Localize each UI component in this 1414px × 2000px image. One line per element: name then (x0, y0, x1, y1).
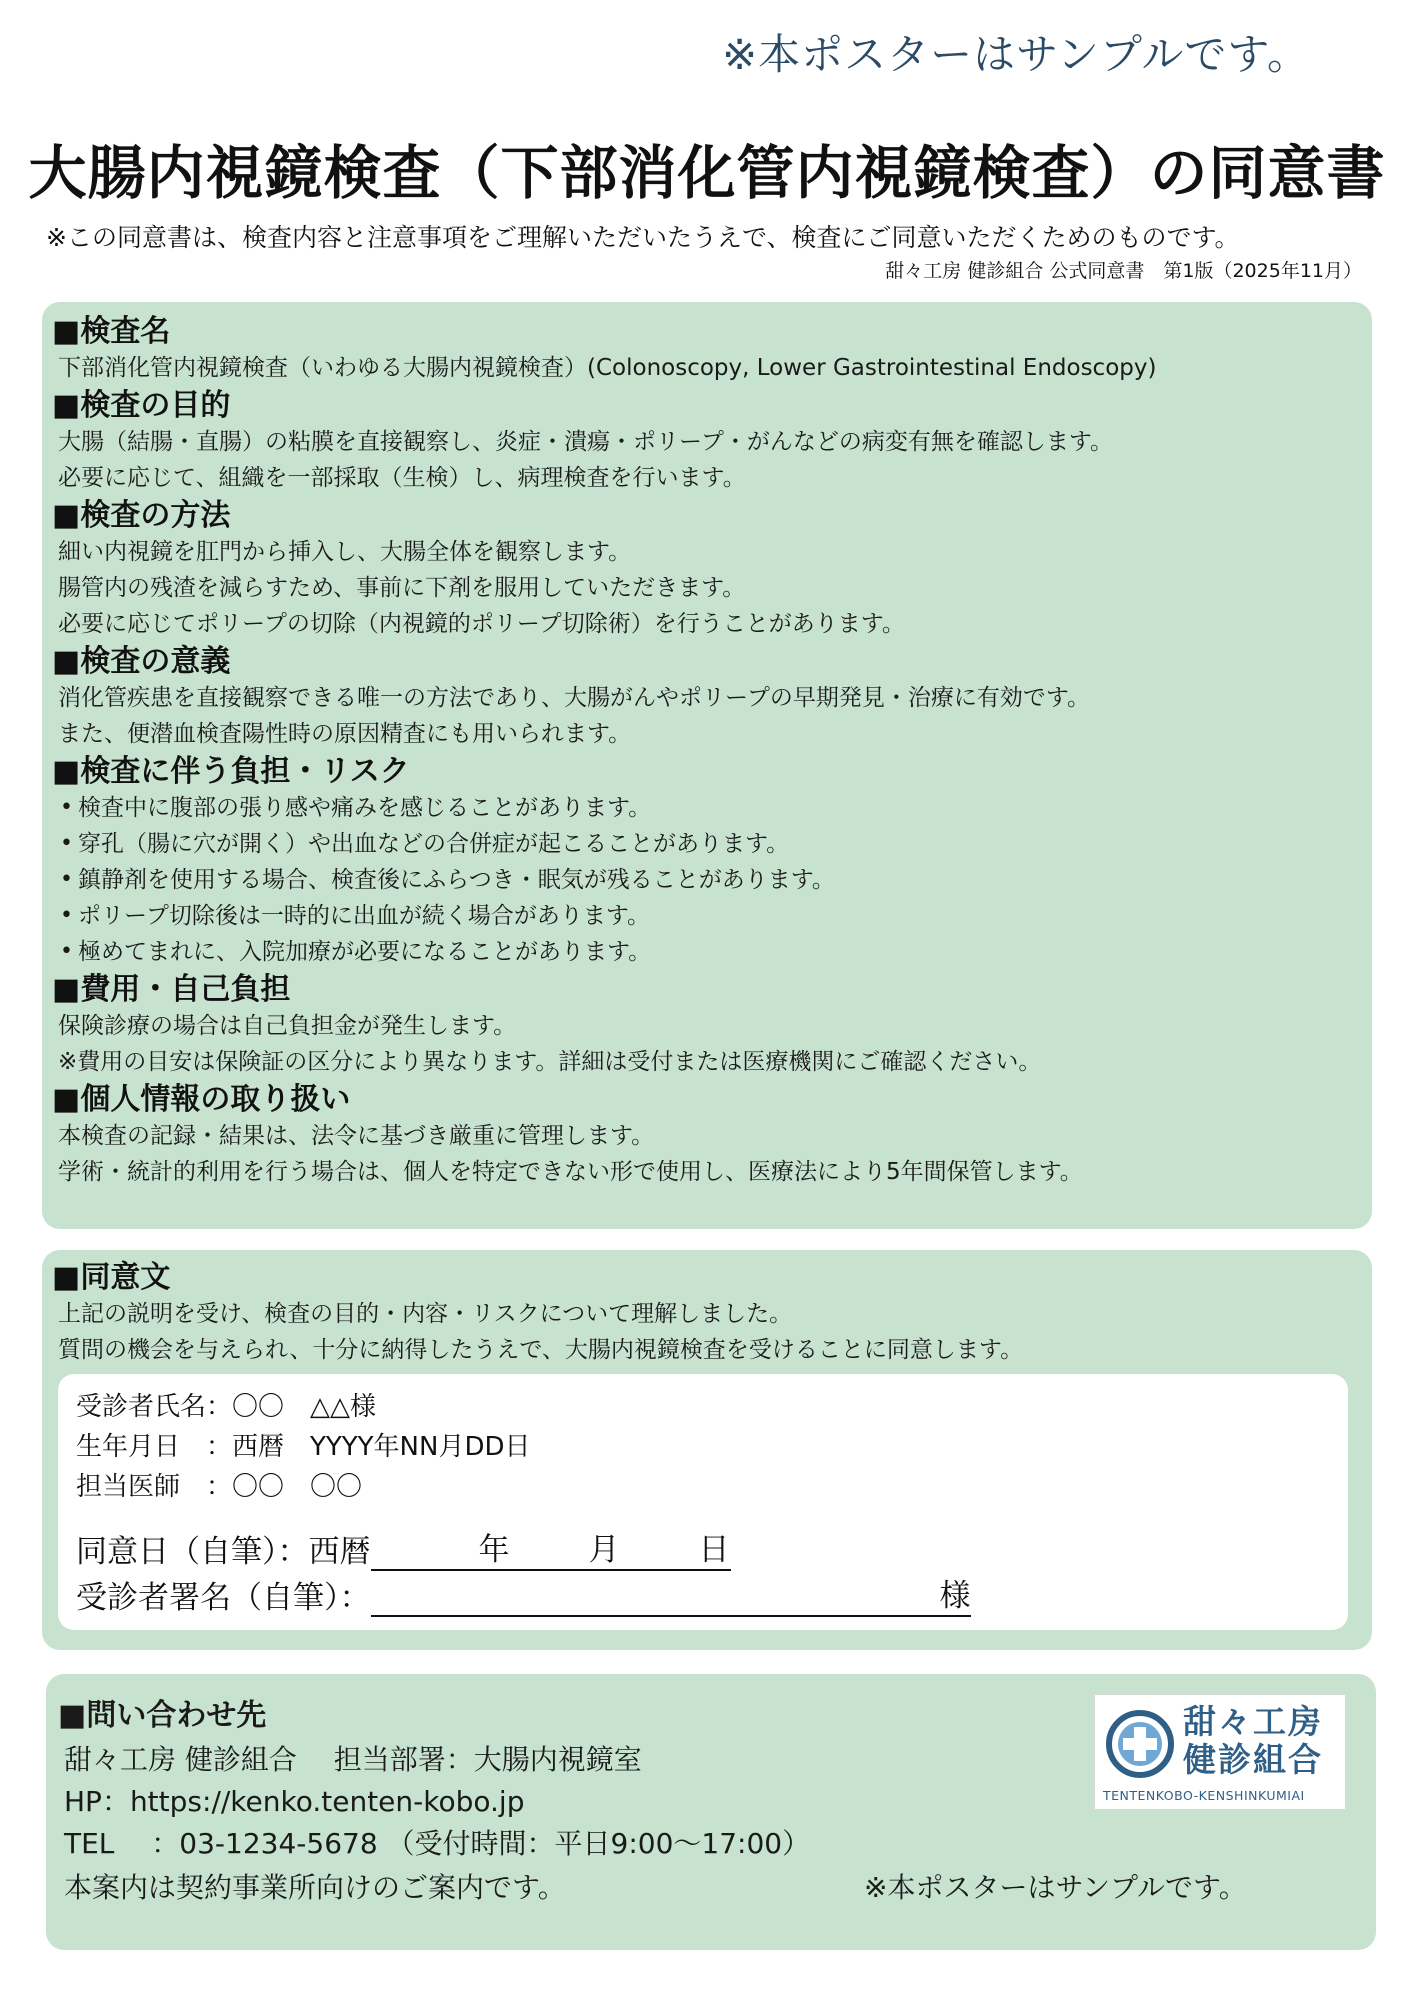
consent-date-row (76, 1526, 731, 1571)
section-text: 細い内視鏡を肛門から挿入し、大腸全体を観察します。 (58, 539, 632, 565)
year-label: 年 (478, 1532, 510, 1568)
month-label: 月 (588, 1532, 620, 1568)
section-method (52, 498, 1372, 642)
subtitle: ※この同意書は、検査内容と注意事項をご理解いただいたうえで、検査にご同意いただくためのものです。 (46, 223, 1240, 252)
section-text: また、便潜血検査陽性時の原因精査にも用いられます。 (58, 721, 632, 747)
contact-tel: TEL ：03-1234-5678 （受付時間：平日9:00～17:00） (64, 1827, 811, 1860)
risk-item: • ポリープ切除後は一時的に出血が続く場合があります。 (52, 898, 1372, 934)
section-risks (52, 754, 1372, 970)
section-text: 下部消化管内視鏡検査（いわゆる大腸内視鏡検査）(Colonoscopy, Lower Gastrointestinal Endoscopy) (58, 355, 1157, 381)
section-text: 本検査の記録・結果は、法令に基づき厳重に管理します。 (58, 1123, 655, 1149)
consent-form (58, 1374, 1348, 1630)
sample-notice-bottom: ※本ポスターはサンプルです。 (864, 1871, 1247, 1904)
section-heading: ■費用・自己負担 (52, 972, 291, 1007)
signature-label: 受診者署名（自筆）： (76, 1580, 371, 1616)
section-text: 消化管疾患を直接観察できる唯一の方法であり、大腸がんやポリープの早期発見・治療に有効です。 (58, 685, 1091, 711)
contact-heading: ■問い合わせ先 (58, 1698, 267, 1733)
section-text: ※費用の目安は保険証の区分により異なります。詳細は受付または医療機関にご確認ください。 (58, 1049, 1042, 1075)
doctor-row (76, 1466, 362, 1503)
birthdate-row (76, 1426, 530, 1463)
section-heading: ■検査の目的 (52, 388, 231, 423)
info-panel (42, 302, 1372, 1229)
section-heading: ■検査の方法 (52, 498, 231, 533)
section-significance (52, 644, 1372, 752)
contact-org: 甜々工房 健診組合 担当部署：大腸内視鏡室 (64, 1743, 642, 1776)
patient-name-label: 受診者氏名： (76, 1392, 233, 1422)
section-exam-name (52, 314, 1372, 386)
section-privacy (52, 1082, 1372, 1190)
logo-name-line1: 甜々工房 (1183, 1702, 1323, 1741)
consent-heading: ■同意文 (52, 1260, 171, 1295)
consent-date-field[interactable] (371, 1532, 731, 1571)
section-cost (52, 972, 1372, 1080)
doctor-value: 〇〇 〇〇 (232, 1472, 363, 1502)
birthdate-value: 西暦 YYYY年NN月DD日 (232, 1432, 531, 1462)
doctor-label: 担当医師 ： (76, 1472, 233, 1502)
consent-text: 質問の機会を与えられ、十分に納得したうえで、大腸内視鏡検査を受けることに同意します。 (58, 1337, 1024, 1363)
medical-cross-circle-icon (1105, 1709, 1175, 1779)
contact-note: 本案内は契約事業所向けのご案内です。 (64, 1871, 566, 1904)
contact-hp-link[interactable]: HP：https://kenko.tenten-kobo.jp (64, 1785, 525, 1818)
page-title: 大腸内視鏡検査（下部消化管内視鏡検査）の同意書 (28, 139, 1386, 207)
contact-panel (46, 1674, 1376, 1950)
section-text: 保険診療の場合は自己負担金が発生します。 (58, 1013, 517, 1039)
organization-logo (1094, 1694, 1346, 1810)
section-heading: ■検査名 (52, 314, 171, 349)
patient-name-row (76, 1386, 376, 1423)
logo-name (1183, 1703, 1323, 1779)
section-text: 大腸（結腸・直腸）の粘膜を直接観察し、炎症・潰瘍・ポリープ・がんなどの病変有無を確認します。 (58, 429, 1114, 455)
signature-row (76, 1572, 971, 1617)
section-heading: ■検査の意義 (52, 644, 231, 679)
signature-field[interactable] (371, 1578, 971, 1617)
risk-item: • 穿孔（腸に穴が開く）や出血などの合併症が起こることがあります。 (52, 826, 1372, 862)
section-purpose (52, 388, 1372, 496)
section-text: 必要に応じてポリープの切除（内視鏡的ポリープ切除術）を行うことがあります。 (58, 611, 905, 637)
section-text: 必要に応じて、組織を一部採取（生検）し、病理検査を行います。 (58, 465, 746, 491)
section-heading: ■個人情報の取り扱い (52, 1082, 351, 1117)
consent-panel (42, 1250, 1372, 1650)
day-label: 日 (698, 1532, 730, 1568)
consent-date-label: 同意日（自筆）：西暦 (76, 1534, 371, 1570)
sample-notice-top: ※本ポスターはサンプルです。 (721, 30, 1310, 79)
patient-name-value: 〇〇 △△様 (232, 1392, 377, 1422)
risk-list (52, 790, 1372, 970)
section-text: 学術・統計的利用を行う場合は、個人を特定できない形で使用し、医療法により5年間保管します。 (58, 1159, 1083, 1185)
issuer-line: 甜々工房 健診組合 公式同意書 第1版（2025年11月） (885, 260, 1362, 282)
risk-item: • 検査中に腹部の張り感や痛みを感じることがあります。 (52, 790, 1372, 826)
logo-name-line2: 健診組合 (1183, 1740, 1323, 1779)
section-text: 腸管内の残渣を減らすため、事前に下剤を服用していただきます。 (58, 575, 746, 601)
birthdate-label: 生年月日 ： (76, 1432, 233, 1462)
consent-text: 上記の説明を受け、検査の目的・内容・リスクについて理解しました。 (58, 1301, 793, 1327)
risk-item: • 極めてまれに、入院加療が必要になることがあります。 (52, 934, 1372, 970)
signature-suffix: 様 (939, 1578, 971, 1614)
risk-item: • 鎮静剤を使用する場合、検査後にふらつき・眠気が残ることがあります。 (52, 862, 1372, 898)
logo-romaji: TENTENKOBO-KENSHINKUMIAI (1103, 1788, 1305, 1803)
section-heading: ■検査に伴う負担・リスク (52, 754, 410, 789)
